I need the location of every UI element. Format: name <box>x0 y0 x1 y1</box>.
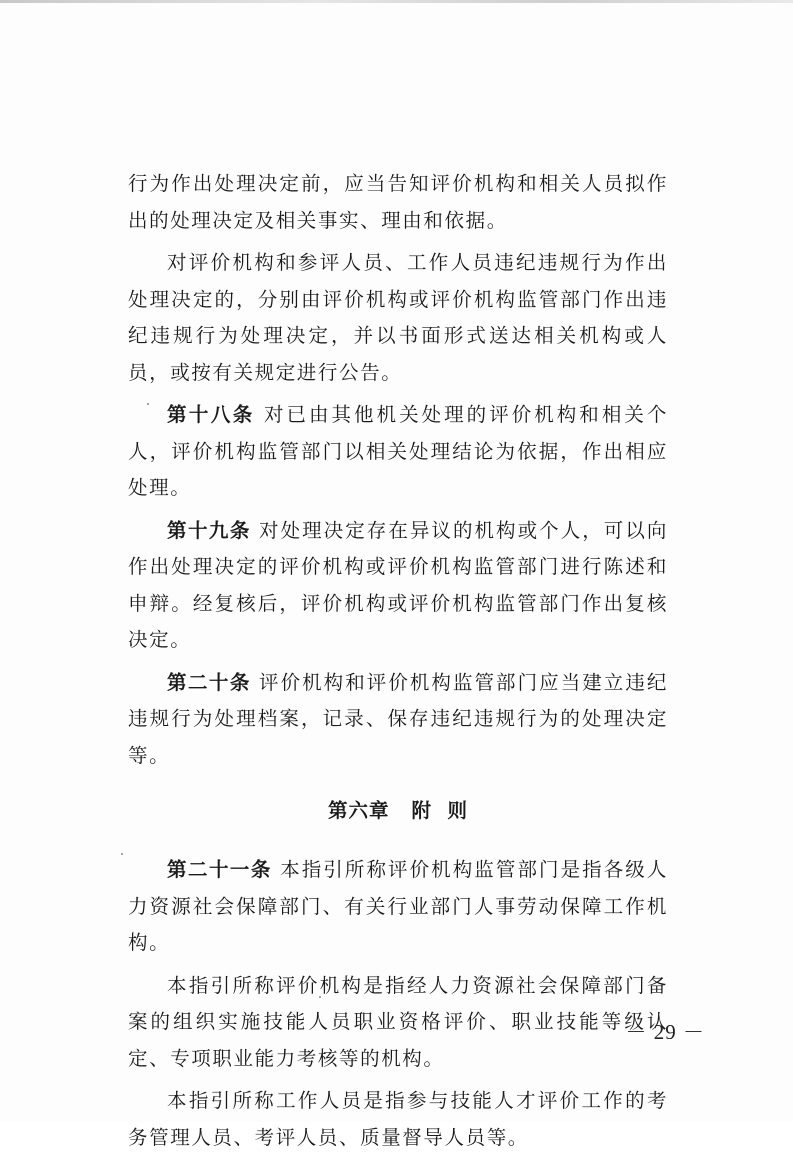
article-number: 第十九条 <box>167 518 251 542</box>
paragraph-continuation <box>128 166 668 239</box>
paragraph-text: 评价机构和评价机构监管部门应当建立违纪违规行为处理档案，记录、保存违纪违规行为的处理决定等。 <box>128 670 668 767</box>
page-body <box>128 166 668 1162</box>
chapter-title: 附 则 <box>411 799 469 822</box>
article-19 <box>128 513 668 659</box>
paragraph-text: 本指引所称工作人员是指参与技能人才评价工作的考务管理人员、考评人员、质量督导人员等。 <box>128 1089 668 1149</box>
scan-top-edge <box>0 0 793 3</box>
chapter-number: 第六章 <box>327 799 390 822</box>
article-20 <box>128 665 668 775</box>
chapter-heading <box>128 796 668 826</box>
paragraph-text: 本指引所称评价机构是指经人力资源社会保障部门备案的组织实施技能人员职业资格评价、职业技能等级认定、专项职业能力考核等的机构。 <box>128 973 668 1070</box>
article-number: 第二十条 <box>167 670 251 694</box>
paragraph-text: 对评价机构和参评人员、工作人员违纪违规行为作出处理决定的，分别由评价机构或评价机构监管部门作出违纪违规行为处理决定，并以书面形式送达相关机构或人员，或按有关规定进行公告。 <box>128 251 668 384</box>
paragraph-text: 对已由其他机关处理的评价机构和相关个人，评价机构监管部门以相关处理结论为依据，作出相应处理。 <box>128 403 668 499</box>
scan-speck <box>319 996 321 998</box>
article-number: 第二十一条 <box>167 858 272 881</box>
scan-speck <box>147 403 149 405</box>
paragraph-text: 本指引所称评价机构监管部门是指各级人力资源社会保障部门、有关行业部门人事劳动保障工作机构。 <box>128 858 668 954</box>
article-number: 第十八条 <box>167 403 255 426</box>
article-21 <box>128 852 668 962</box>
page-number: － 29 － <box>625 1020 705 1044</box>
paragraph <box>128 1083 668 1156</box>
paragraph-text: 对处理决定存在异议的机构或个人，可以向作出处理决定的评价机构或评价机构监管部门进行陈述和申辩。经复核后，评价机构或评价机构监管部门作出复核决定。 <box>128 518 668 651</box>
paragraph-text: 行为作出处理决定前，应当告知评价机构和相关人员拟作出的处理决定及相关事实、理由和依据。 <box>128 172 668 232</box>
scan-speck <box>121 853 123 855</box>
paragraph <box>128 245 668 391</box>
article-18 <box>128 397 668 507</box>
paragraph <box>128 968 668 1078</box>
